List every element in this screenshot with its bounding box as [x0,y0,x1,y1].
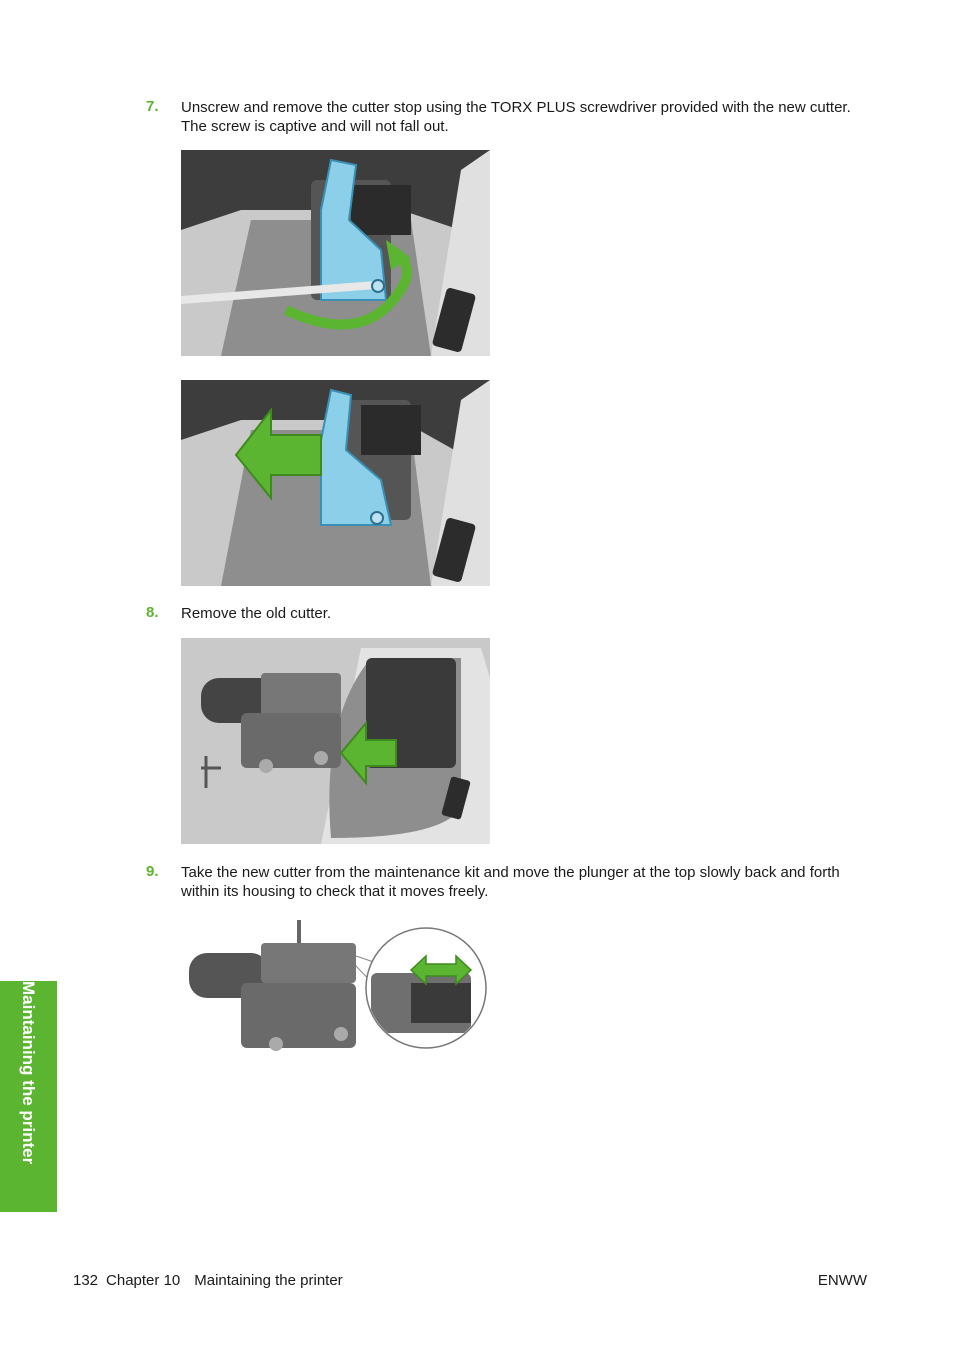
step-9-text: Take the new cutter from the maintenance kit and move the plunger at the top slowly back and forth within its housing to check that it moves freely. [181,864,840,900]
step-8-number: 8. [146,604,159,621]
page-number: 132 [73,1272,99,1289]
footer-doc-code: ENWW [817,1272,867,1289]
figure-remove-cutter-stop [181,380,490,586]
section-side-tab [0,981,57,1212]
side-tab-label: Maintaining the printer [19,981,38,1165]
step-9-number: 9. [146,863,159,880]
figure-new-cutter-plunger [181,918,491,1058]
footer-chapter: Chapter 10 [106,1272,181,1289]
step-8-text: Remove the old cutter. [181,605,332,622]
step-7-number: 7. [146,98,159,115]
step-7-text: Unscrew and remove the cutter stop using the TORX PLUS screwdriver provided with the new cutter. The screw is captive and will not fall out. [181,99,851,135]
figure-unscrew-cutter-stop [181,150,490,356]
footer-chapter-title: Maintaining the printer [194,1272,343,1289]
footer-left [73,1272,343,1289]
figure-remove-old-cutter [181,638,490,844]
